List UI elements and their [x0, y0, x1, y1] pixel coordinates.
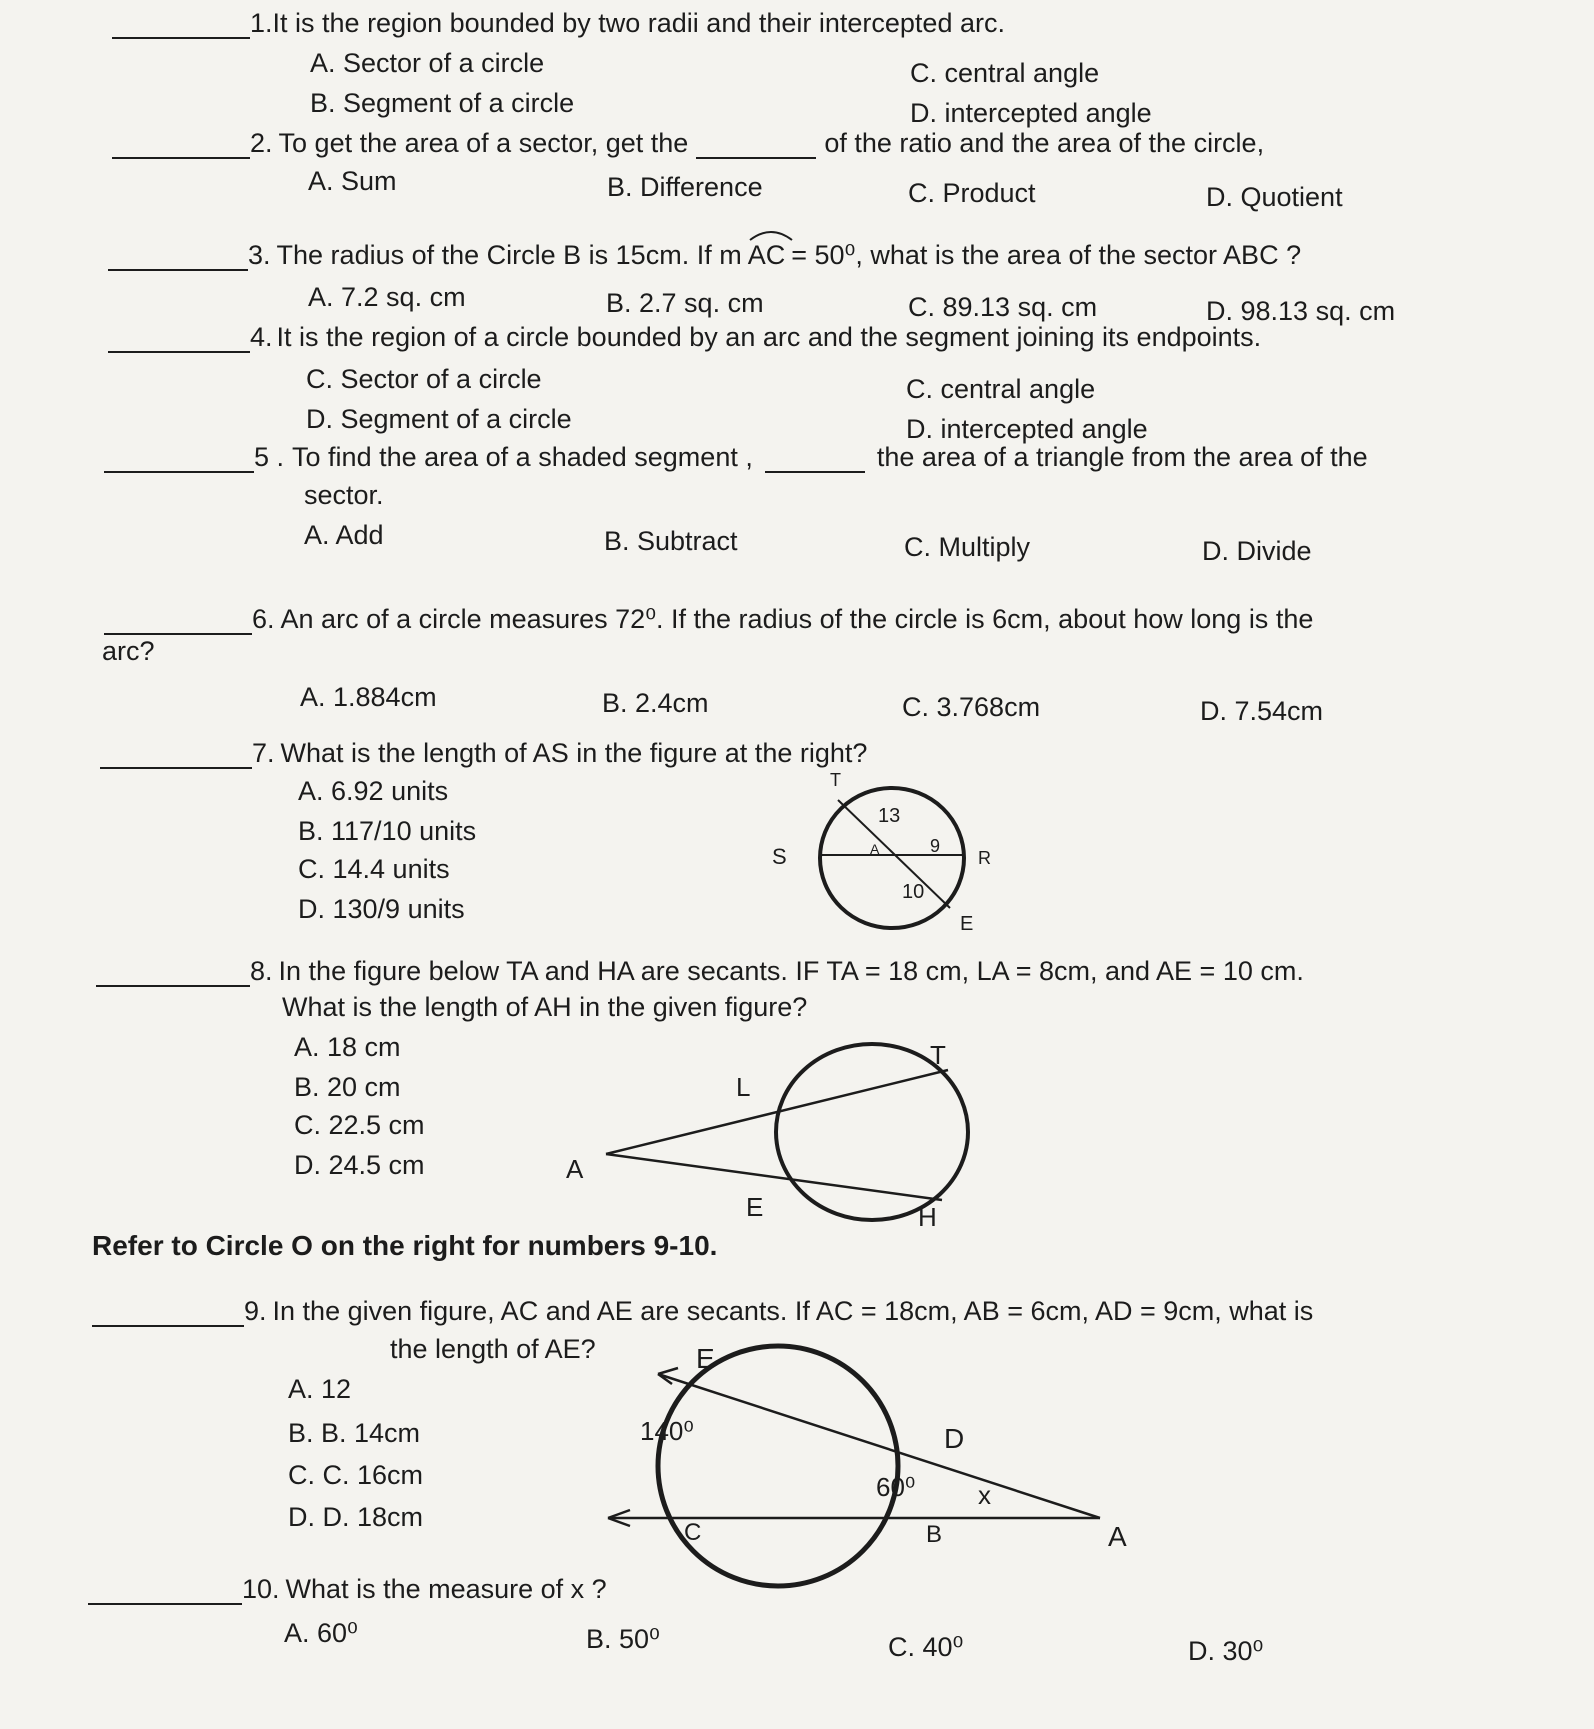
choice: B. Subtract — [604, 526, 738, 556]
choice: C. Sector of a circle — [306, 364, 542, 394]
question-number: 3. — [248, 240, 271, 270]
choice: B. 20 cm — [294, 1072, 401, 1102]
label-c: C — [684, 1519, 702, 1546]
choice: C. C. 16cm — [288, 1460, 424, 1490]
answer-blank-3[interactable] — [108, 268, 248, 271]
question-text-line2: sector. — [304, 480, 384, 510]
label-b: B — [926, 1521, 943, 1548]
answer-blank-5[interactable] — [104, 470, 254, 473]
choice: A. Add — [304, 520, 384, 550]
choice: B. 50⁰ — [586, 1624, 660, 1654]
label-a: A — [566, 1154, 584, 1184]
question-4 — [108, 322, 1261, 353]
question-1 — [112, 8, 1005, 39]
choice: D. Quotient — [1206, 182, 1343, 212]
choice: C. 22.5 cm — [294, 1110, 425, 1140]
label-10: 10 — [902, 881, 925, 903]
question-number: 6. — [252, 604, 275, 634]
arc-ac — [748, 240, 786, 271]
figure-circle-o — [600, 1334, 1160, 1604]
choice: C. 40⁰ — [888, 1632, 964, 1662]
arc-symbol — [748, 228, 794, 242]
question-text: of the ratio and the area of the circle, — [824, 128, 1265, 158]
question-number: 4. — [250, 322, 273, 352]
choice: C. 14.4 units — [298, 854, 450, 884]
choice: C. 89.13 sq. cm — [908, 292, 1098, 322]
question-text: In the figure below TA and HA are secants. IF TA = 18 cm, LA = 8cm, and AE = 10 cm. — [278, 956, 1304, 986]
question-number: 7. — [252, 738, 275, 768]
label-e: E — [696, 1343, 715, 1374]
section-heading: Refer to Circle O on the right for numbers 9-10. — [92, 1230, 718, 1261]
question-text: = 50⁰, what is the area of the sector ABC ? — [791, 240, 1302, 270]
question-number: 8. — [250, 956, 273, 986]
choice: D. Divide — [1202, 536, 1312, 566]
question-number: 1. — [250, 8, 273, 38]
circle-o — [658, 1346, 898, 1586]
choice: D. 7.54cm — [1200, 696, 1324, 726]
question-number: 5 . — [254, 442, 285, 472]
choice: B. 117/10 units — [298, 816, 477, 846]
question-8 — [96, 956, 1304, 987]
label-r: R — [978, 848, 991, 868]
choice: A. 12 — [288, 1374, 352, 1404]
arc-label: AC — [747, 240, 786, 270]
choice: C. central angle — [910, 58, 1100, 88]
question-text-line2: the length of AE? — [390, 1334, 596, 1364]
choice: C. 3.768cm — [902, 692, 1041, 722]
question-2 — [112, 128, 1264, 159]
question-text: What is the measure of x ? — [285, 1574, 607, 1604]
question-number: 2. — [250, 128, 273, 158]
question-6 — [104, 604, 1313, 635]
answer-blank-1[interactable] — [112, 36, 250, 39]
choice: D. D. 18cm — [288, 1502, 424, 1532]
label-s: S — [772, 844, 787, 869]
choice: A. 7.2 sq. cm — [308, 282, 466, 312]
label-t: T — [830, 770, 841, 790]
answer-blank-7[interactable] — [100, 766, 252, 769]
choice: D. intercepted angle — [910, 98, 1152, 128]
question-10 — [88, 1574, 607, 1605]
label-13: 13 — [878, 805, 901, 827]
question-text: What is the length of AS in the figure at the right? — [280, 738, 868, 768]
answer-blank-9[interactable] — [92, 1324, 244, 1327]
question-text: An arc of a circle measures 72⁰. If the radius of the circle is 6cm, about how long is the — [280, 604, 1314, 634]
question-text: the area of a triangle from the area of the — [876, 442, 1368, 472]
choice: C. Multiply — [904, 532, 1031, 562]
question-5 — [104, 442, 1368, 473]
question-7 — [100, 738, 867, 769]
label-60: 60⁰ — [876, 1472, 916, 1502]
question-number: 10. — [242, 1574, 280, 1604]
choice: A. 18 cm — [294, 1032, 401, 1062]
question-9 — [92, 1296, 1313, 1327]
question-text: It is the region of a circle bounded by an arc and the segment joining its endpoints. — [276, 322, 1262, 352]
question-text-line2: What is the length of AH in the given figure? — [282, 992, 808, 1022]
figure-q8-circle — [550, 1030, 990, 1240]
choice: A. Sector of a circle — [310, 48, 545, 78]
label-e: E — [746, 1192, 764, 1222]
choice: A. Sum — [308, 166, 397, 196]
fill-in-blank[interactable] — [765, 470, 865, 473]
label-l: L — [736, 1072, 751, 1102]
choice: B. 2.7 sq. cm — [606, 288, 764, 318]
figure-q7-circle — [760, 770, 1000, 940]
answer-blank-6[interactable] — [104, 632, 252, 635]
question-text: To get the area of a sector, get the — [278, 128, 689, 158]
label-h: H — [918, 1202, 937, 1232]
choice: D. 30⁰ — [1188, 1636, 1264, 1666]
choice: A. 60⁰ — [284, 1618, 358, 1648]
question-text: To find the area of a shaded segment , — [292, 442, 753, 472]
choice: D. 24.5 cm — [294, 1150, 425, 1180]
choice: A. 6.92 units — [298, 776, 449, 806]
answer-blank-10[interactable] — [88, 1602, 242, 1605]
label-140: 140⁰ — [640, 1416, 694, 1446]
choice: B. B. 14cm — [288, 1418, 421, 1448]
choice: B. Difference — [607, 172, 763, 202]
question-text: The radius of the Circle B is 15cm. If m — [276, 240, 742, 270]
choice: B. 2.4cm — [602, 688, 709, 718]
question-3 — [108, 240, 1301, 271]
label-9: 9 — [930, 836, 941, 856]
label-e: E — [960, 913, 974, 935]
question-text-line2: arc? — [102, 636, 155, 666]
choice: B. Segment of a circle — [310, 88, 575, 118]
label-t: T — [930, 1040, 946, 1070]
question-text: In the given figure, AC and AE are secants. If AC = 18cm, AB = 6cm, AD = 9cm, what is — [272, 1296, 1314, 1326]
choice: D. intercepted angle — [906, 414, 1148, 444]
question-text: It is the region bounded by two radii and their intercepted arc. — [272, 8, 1005, 38]
answer-blank-8[interactable] — [96, 984, 250, 987]
choice: D. 130/9 units — [298, 894, 465, 924]
label-d: D — [944, 1423, 965, 1454]
choice: A. 1.884cm — [300, 682, 437, 712]
choice: C. central angle — [906, 374, 1096, 404]
question-number: 9. — [244, 1296, 267, 1326]
label-x: x — [978, 1480, 991, 1510]
choice: D. Segment of a circle — [306, 404, 572, 434]
answer-blank-4[interactable] — [108, 350, 250, 353]
secant-ha — [606, 1154, 942, 1200]
circle-q8 — [776, 1044, 968, 1220]
fill-in-blank[interactable] — [696, 156, 816, 159]
choice: C. Product — [908, 178, 1036, 208]
choice: D. 98.13 sq. cm — [1206, 296, 1396, 326]
label-a: A — [1108, 1521, 1127, 1552]
label-a: A — [870, 841, 880, 857]
answer-blank-2[interactable] — [112, 156, 250, 159]
